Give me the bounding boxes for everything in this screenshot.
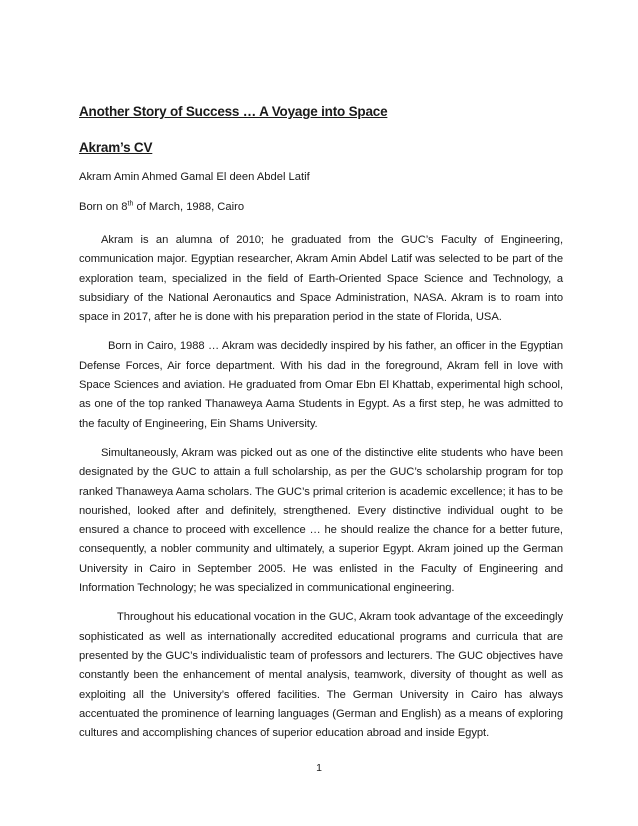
birth-line xyxy=(79,200,563,215)
paragraph-4: Throughout his educational vocation in the GUC, Akram took advantage of the exceedingly sophisticated as well as internationally accredited educational programs and curricula that are presented by the GUC’s individualistic team of professors and lecturers. The GUC objectives have constantly been the enhancement of mental analysis, teamwork, diversity of thought as well as exploiting all the University’s offered facilities. The German University in Cairo has always accentuated the prominence of learning languages (German and English) as a means of exploring cultures and accomplishing chances of superior education abroad and inside Egypt. xyxy=(79,611,563,740)
birth-suffix: of March, 1988, Cairo xyxy=(133,201,245,213)
birth-superscript: th xyxy=(127,200,134,208)
cv-heading: Akram’s CV xyxy=(79,140,153,155)
birth-prefix: Born on 8 xyxy=(79,201,128,213)
paragraph-1: Akram is an alumna of 2010; he graduated from the GUC’s Faculty of Engineering, communication major. Egyptian researcher, Akram Amin Abdel Latif was selected to be part of the exploration team, specialized in the field of Earth-Oriented Space Science and Technology, a subsidiary of the National Aeronautics and Space Administration, NASA. Akram is to roam into space in 2017, after he is done with his preparation period in the state of Florida, USA. xyxy=(79,234,563,324)
full-name: Akram Amin Ahmed Gamal El deen Abdel Latif xyxy=(79,171,310,183)
page-number: 1 xyxy=(316,762,322,774)
paragraph-3: Simultaneously, Akram was picked out as one of the distinctive elite students who have been designated by the GUC to attain a full scholarship, as per the GUC’s scholarship program for top ranked Thanaweya Aama scholars. The GUC’s primal criterion is academic excellence; it has to be nourished, looked after and definitely, strengthened. Every distinctive individual ought to be ensured a chance to proceed with excellence … he should realize the chance for a better future, consequently, a nobler community and ultimately, a superior Egypt. Akram joined up the German University in Cairo in September 2005. He was enlisted in the Faculty of Engineering and Information Technology; he was specialized in communicational engineering. xyxy=(79,446,563,595)
paragraph-2: Born in Cairo, 1988 … Akram was decidedly inspired by his father, an officer in the Egyptian Defense Forces, Air force department. With his dad in the foreground, Akram fell in love with Space Sciences and aviation. He graduated from Omar Ebn El Khattab, experimental high school, as one of the top ranked Thanaweya Aama Students in Egypt. As a first step, he was admitted to the faculty of Engineering, Ein Shams University. xyxy=(79,340,563,430)
document-title: Another Story of Success … A Voyage into Space xyxy=(79,104,388,119)
document-body xyxy=(79,103,563,753)
